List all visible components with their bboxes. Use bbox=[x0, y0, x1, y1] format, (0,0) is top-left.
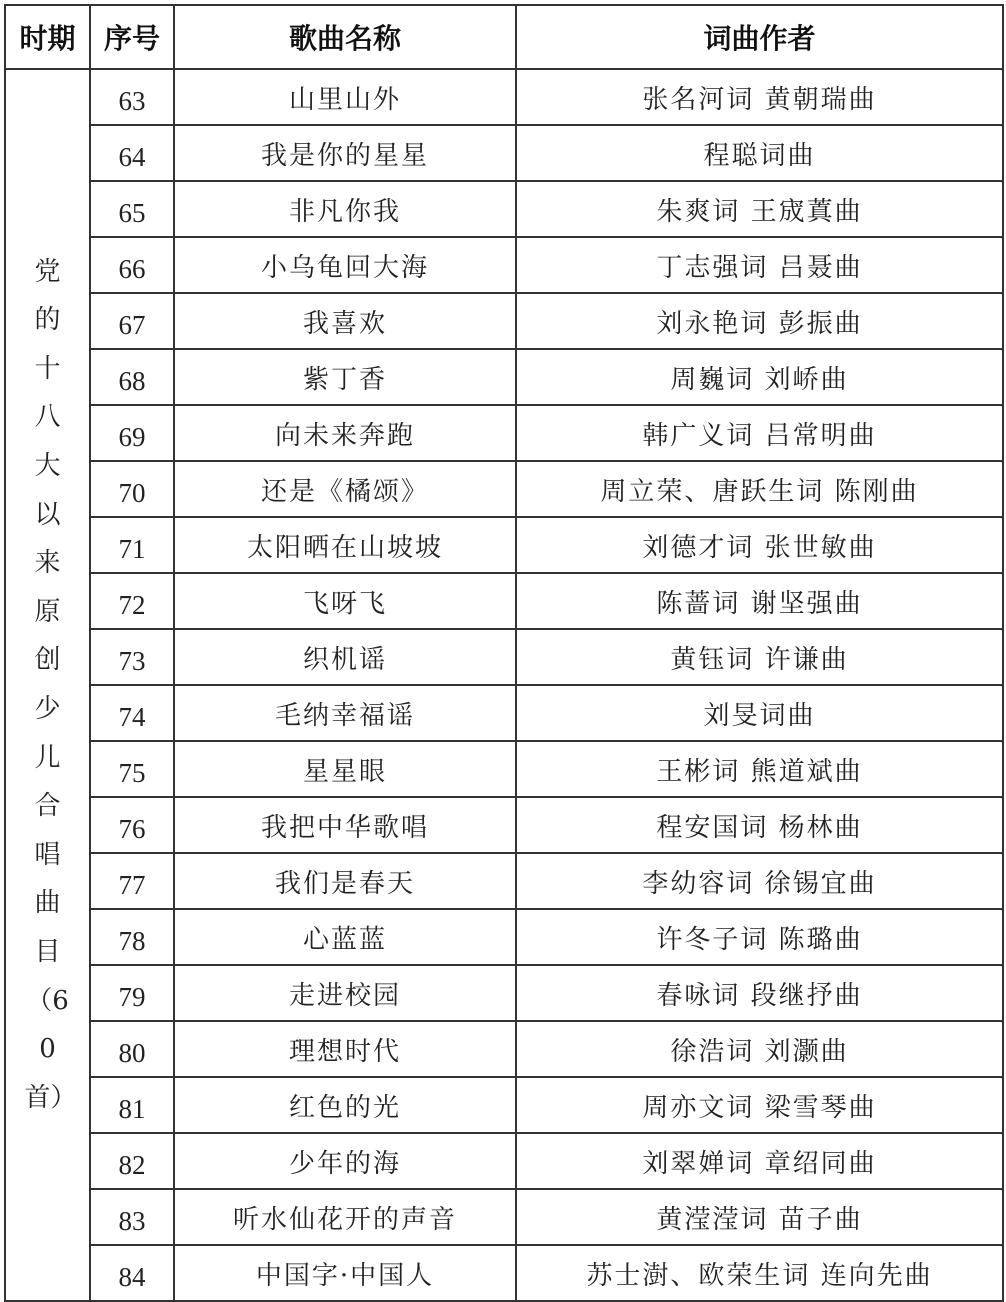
song-cell: 向未来奔跑 bbox=[174, 405, 516, 461]
number-cell: 75 bbox=[90, 741, 174, 797]
song-cell: 我们是春天 bbox=[174, 853, 516, 909]
table-row bbox=[5, 293, 1003, 349]
number-cell: 80 bbox=[90, 1021, 174, 1077]
song-cell: 听水仙花开的声音 bbox=[174, 1189, 516, 1245]
table-row bbox=[5, 237, 1003, 293]
header-author: 词曲作者 bbox=[516, 5, 1003, 69]
table-row bbox=[5, 1021, 1003, 1077]
song-cell: 少年的海 bbox=[174, 1133, 516, 1189]
author-cell: 刘旻词曲 bbox=[516, 685, 1003, 741]
song-cell: 星星眼 bbox=[174, 741, 516, 797]
number-cell: 71 bbox=[90, 517, 174, 573]
table-row bbox=[5, 1133, 1003, 1189]
table-row bbox=[5, 405, 1003, 461]
song-cell: 非凡你我 bbox=[174, 181, 516, 237]
author-cell: 程聪词曲 bbox=[516, 125, 1003, 181]
period-label: 党的十八大以来原创少儿合唱曲目（60首） bbox=[24, 256, 77, 1113]
table-row bbox=[5, 181, 1003, 237]
number-cell: 70 bbox=[90, 461, 174, 517]
author-cell: 苏士澍、欧荣生词 连向先曲 bbox=[516, 1245, 1003, 1301]
number-cell: 74 bbox=[90, 685, 174, 741]
author-cell: 刘翠婵词 章绍同曲 bbox=[516, 1133, 1003, 1189]
song-cell: 毛纳幸福谣 bbox=[174, 685, 516, 741]
author-cell: 张名河词 黄朝瑞曲 bbox=[516, 69, 1003, 125]
author-cell: 陈蔷词 谢坚强曲 bbox=[516, 573, 1003, 629]
table-row bbox=[5, 69, 1003, 125]
author-cell: 周立荣、唐跃生词 陈刚曲 bbox=[516, 461, 1003, 517]
author-cell: 徐浩词 刘灏曲 bbox=[516, 1021, 1003, 1077]
song-cell: 太阳晒在山坡坡 bbox=[174, 517, 516, 573]
number-cell: 77 bbox=[90, 853, 174, 909]
number-cell: 63 bbox=[90, 69, 174, 125]
song-cell: 山里山外 bbox=[174, 69, 516, 125]
number-cell: 66 bbox=[90, 237, 174, 293]
author-cell: 许冬子词 陈璐曲 bbox=[516, 909, 1003, 965]
number-cell: 73 bbox=[90, 629, 174, 685]
number-cell: 65 bbox=[90, 181, 174, 237]
number-cell: 72 bbox=[90, 573, 174, 629]
author-cell: 刘永艳词 彭振曲 bbox=[516, 293, 1003, 349]
table-row bbox=[5, 685, 1003, 741]
song-cell: 红色的光 bbox=[174, 1077, 516, 1133]
author-cell: 刘德才词 张世敏曲 bbox=[516, 517, 1003, 573]
author-cell: 周巍词 刘峤曲 bbox=[516, 349, 1003, 405]
table-row bbox=[5, 853, 1003, 909]
number-cell: 79 bbox=[90, 965, 174, 1021]
table-row bbox=[5, 797, 1003, 853]
number-cell: 82 bbox=[90, 1133, 174, 1189]
author-cell: 王彬词 熊道斌曲 bbox=[516, 741, 1003, 797]
number-cell: 83 bbox=[90, 1189, 174, 1245]
table-row bbox=[5, 1189, 1003, 1245]
table-row bbox=[5, 573, 1003, 629]
author-cell: 韩广义词 吕常明曲 bbox=[516, 405, 1003, 461]
song-cell: 小乌龟回大海 bbox=[174, 237, 516, 293]
header-row bbox=[5, 5, 1003, 69]
table-row bbox=[5, 461, 1003, 517]
table-row bbox=[5, 965, 1003, 1021]
author-cell: 黄钰词 许谦曲 bbox=[516, 629, 1003, 685]
author-cell: 周亦文词 梁雪琴曲 bbox=[516, 1077, 1003, 1133]
author-cell: 程安国词 杨林曲 bbox=[516, 797, 1003, 853]
table-row bbox=[5, 1077, 1003, 1133]
period-cell bbox=[5, 69, 90, 1301]
song-cell: 我是你的星星 bbox=[174, 125, 516, 181]
song-cell: 我喜欢 bbox=[174, 293, 516, 349]
number-cell: 68 bbox=[90, 349, 174, 405]
song-table bbox=[4, 4, 1004, 1302]
author-cell: 春咏词 段继抒曲 bbox=[516, 965, 1003, 1021]
number-cell: 84 bbox=[90, 1245, 174, 1301]
song-cell: 飞呀飞 bbox=[174, 573, 516, 629]
number-cell: 78 bbox=[90, 909, 174, 965]
table-row bbox=[5, 909, 1003, 965]
song-cell: 还是《橘颂》 bbox=[174, 461, 516, 517]
song-cell: 我把中华歌唱 bbox=[174, 797, 516, 853]
header-number: 序号 bbox=[90, 5, 174, 69]
song-cell: 紫丁香 bbox=[174, 349, 516, 405]
table-row bbox=[5, 1245, 1003, 1301]
table-row bbox=[5, 629, 1003, 685]
header-song: 歌曲名称 bbox=[174, 5, 516, 69]
table-row bbox=[5, 741, 1003, 797]
author-cell: 朱爽词 王宬蒖曲 bbox=[516, 181, 1003, 237]
table-row bbox=[5, 517, 1003, 573]
song-cell: 织机谣 bbox=[174, 629, 516, 685]
song-cell: 走进校园 bbox=[174, 965, 516, 1021]
number-cell: 69 bbox=[90, 405, 174, 461]
number-cell: 64 bbox=[90, 125, 174, 181]
song-cell: 中国字·中国人 bbox=[174, 1245, 516, 1301]
number-cell: 76 bbox=[90, 797, 174, 853]
song-cell: 心蓝蓝 bbox=[174, 909, 516, 965]
song-cell: 理想时代 bbox=[174, 1021, 516, 1077]
table-row bbox=[5, 125, 1003, 181]
author-cell: 丁志强词 吕聂曲 bbox=[516, 237, 1003, 293]
header-period: 时期 bbox=[5, 5, 90, 69]
author-cell: 黄滢滢词 苗子曲 bbox=[516, 1189, 1003, 1245]
table-row bbox=[5, 349, 1003, 405]
number-cell: 81 bbox=[90, 1077, 174, 1133]
author-cell: 李幼容词 徐锡宜曲 bbox=[516, 853, 1003, 909]
number-cell: 67 bbox=[90, 293, 174, 349]
